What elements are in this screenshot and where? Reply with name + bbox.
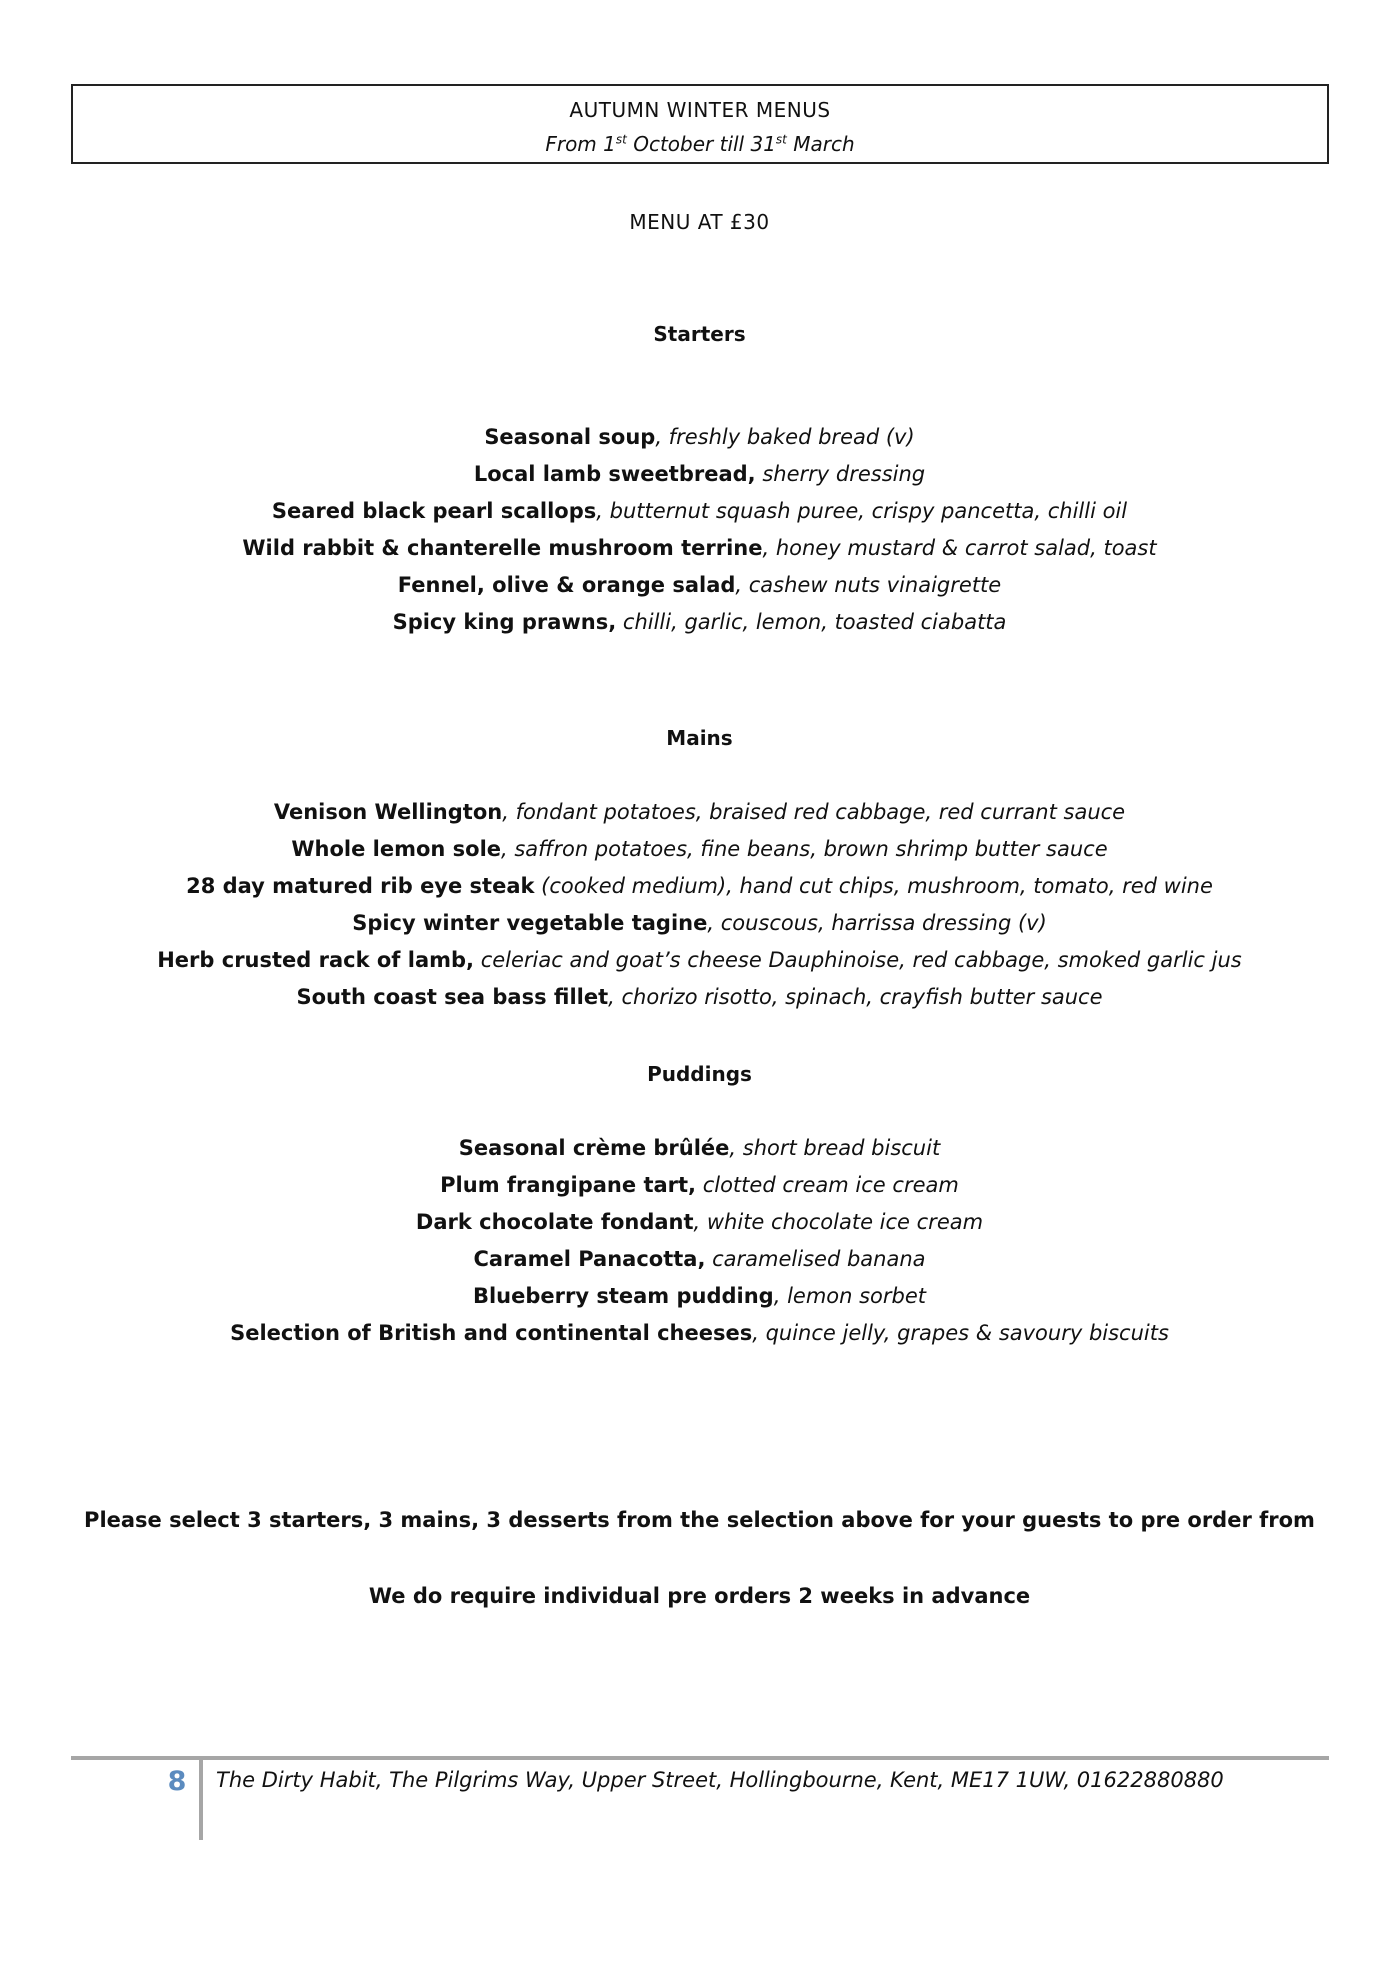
pudding-item bbox=[0, 1321, 1399, 1345]
dish-name: Wild rabbit & chanterelle mushroom terrine bbox=[242, 536, 763, 560]
dish-name: Seared black pearl scallops bbox=[271, 499, 597, 523]
dish-name: Fennel, olive & orange salad bbox=[397, 573, 736, 597]
pudding-item bbox=[0, 1284, 1399, 1308]
dish-description: , butternut squash puree, crispy pancetta, chilli oil bbox=[596, 499, 1128, 523]
starter-item bbox=[0, 462, 1399, 486]
dish-name: 28 day matured rib eye steak bbox=[186, 874, 535, 898]
dish-name: Seasonal crème brûlée bbox=[458, 1136, 730, 1160]
dish-description: , lemon sorbet bbox=[773, 1284, 927, 1308]
dish-name: Whole lemon sole bbox=[291, 837, 502, 861]
pudding-item bbox=[0, 1210, 1399, 1234]
footer-divider bbox=[199, 1760, 203, 1840]
dish-name: Herb crusted rack of lamb, bbox=[157, 948, 475, 972]
dish-name: Plum frangipane tart, bbox=[440, 1173, 697, 1197]
dish-description: , short bread biscuit bbox=[729, 1136, 941, 1160]
starter-item bbox=[0, 425, 1399, 449]
dish-description: sherry dressing bbox=[755, 462, 926, 486]
dish-description: , freshly baked bread (v) bbox=[655, 425, 915, 449]
date-to-suffix: March bbox=[786, 132, 855, 156]
dish-name: Blueberry steam pudding bbox=[472, 1284, 774, 1308]
footer-address: The Dirty Habit, The Pilgrims Way, Upper Street, Hollingbourne, Kent, ME17 1UW, 01622880880 bbox=[216, 1768, 1224, 1792]
dish-description: , cashew nuts vinaigrette bbox=[735, 573, 1002, 597]
main-item bbox=[0, 948, 1399, 972]
main-item bbox=[0, 874, 1399, 898]
mains-heading: Mains bbox=[666, 726, 733, 750]
starter-item bbox=[0, 610, 1399, 634]
dish-name: Selection of British and continental cheeses bbox=[230, 1321, 753, 1345]
dish-description: , fondant potatoes, braised red cabbage, red currant sauce bbox=[502, 800, 1126, 824]
footer-rule bbox=[71, 1756, 1329, 1760]
starter-item bbox=[0, 573, 1399, 597]
dish-description: , couscous, harrissa dressing (v) bbox=[707, 911, 1047, 935]
dish-description: , quince jelly, grapes & savoury biscuits bbox=[752, 1321, 1169, 1345]
pudding-item bbox=[0, 1136, 1399, 1160]
dish-description: , saffron potatoes, fine beans, brown shrimp butter sauce bbox=[501, 837, 1108, 861]
dish-name: Spicy winter vegetable tagine bbox=[352, 911, 708, 935]
puddings-heading: Puddings bbox=[647, 1062, 752, 1086]
starters-heading: Starters bbox=[653, 322, 746, 346]
main-item bbox=[0, 911, 1399, 935]
date-from-sup: st bbox=[615, 132, 627, 147]
dish-description: clotted cream ice cream bbox=[696, 1173, 959, 1197]
dish-name: Local lamb sweetbread, bbox=[473, 462, 756, 486]
date-middle: October till 31 bbox=[626, 132, 776, 156]
page-number: 8 bbox=[167, 1766, 187, 1797]
date-to-sup: st bbox=[775, 132, 787, 147]
dish-description: , honey mustard & carrot salad, toast bbox=[762, 536, 1157, 560]
dish-description: caramelised banana bbox=[705, 1247, 926, 1271]
menu-header-box bbox=[71, 84, 1329, 164]
selection-note: Please select 3 starters, 3 mains, 3 desserts from the selection above for your guests to pre order from bbox=[84, 1508, 1315, 1532]
dish-name: Venison Wellington bbox=[273, 800, 503, 824]
dish-description: (cooked medium), hand cut chips, mushroom, tomato, red wine bbox=[534, 874, 1213, 898]
menu-price: MENU AT £30 bbox=[629, 210, 770, 234]
menu-header-title: AUTUMN WINTER MENUS bbox=[569, 98, 831, 122]
dish-name: South coast sea bass fillet bbox=[296, 985, 609, 1009]
dish-name: Dark chocolate fondant bbox=[415, 1210, 694, 1234]
dish-name: Spicy king prawns, bbox=[392, 610, 617, 634]
main-item bbox=[0, 800, 1399, 824]
date-from-prefix: From 1 bbox=[545, 132, 616, 156]
menu-date-range bbox=[73, 132, 1327, 156]
pudding-item bbox=[0, 1247, 1399, 1271]
dish-description: , chorizo risotto, spinach, crayfish butter sauce bbox=[608, 985, 1103, 1009]
dish-name: Seasonal soup bbox=[484, 425, 656, 449]
main-item bbox=[0, 837, 1399, 861]
main-item bbox=[0, 985, 1399, 1009]
starter-item bbox=[0, 536, 1399, 560]
dish-description: , white chocolate ice cream bbox=[693, 1210, 984, 1234]
pudding-item bbox=[0, 1173, 1399, 1197]
dish-name: Caramel Panacotta, bbox=[473, 1247, 706, 1271]
pre-order-note: We do require individual pre orders 2 weeks in advance bbox=[368, 1584, 1031, 1608]
starter-item bbox=[0, 499, 1399, 523]
dish-description: celeriac and goat’s cheese Dauphinoise, red cabbage, smoked garlic jus bbox=[474, 948, 1242, 972]
dish-description: chilli, garlic, lemon, toasted ciabatta bbox=[616, 610, 1007, 634]
